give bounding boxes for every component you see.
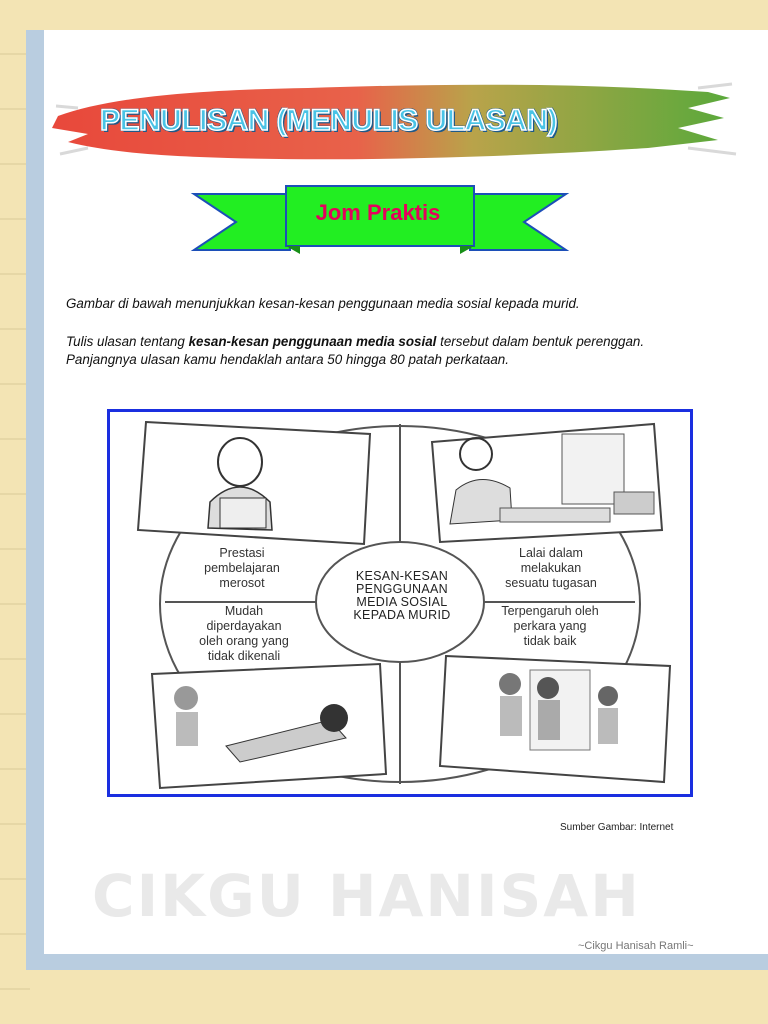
instruction-line-1: Gambar di bawah menunjukkan kesan-kesan penggunaan media sosial kepada murid. xyxy=(66,296,580,311)
panel-boy-phone xyxy=(432,424,662,542)
label-mudah: Mudah diperdayakan oleh orang yang tidak dikenali xyxy=(199,604,289,663)
figure-center-label: KESAN-KESAN PENGGUNAAN MEDIA SOSIAL KEPADA MURID xyxy=(353,569,451,622)
label-prestasi: Prestasi pembelajaran merosot xyxy=(204,546,280,590)
signature: ~Cikgu Hanisah Ramli~ xyxy=(578,940,694,952)
instruction-line-3: Panjangnya ulasan kamu hendaklah antara 50 hingga 80 patah perkataan. xyxy=(66,352,509,367)
label-terpengaruh: Terpengaruh oleh perkara yang tidak baik xyxy=(501,604,599,648)
page-title: PENULISAN (MENULIS ULASAN) xyxy=(100,104,557,137)
ribbon-label: Jom Praktis xyxy=(315,200,441,225)
bottom-bar xyxy=(26,954,768,970)
label-lalai: Lalai dalam melakukan sesuatu tugasan xyxy=(505,546,597,590)
illustration xyxy=(107,409,693,797)
panel-girl-lying xyxy=(152,664,386,788)
panel-kids-group xyxy=(440,656,670,782)
panel-girl-reading xyxy=(138,422,370,544)
instruction-line-2: Tulis ulasan tentang kesan-kesan penggunaan media sosial tersebut dalam bentuk perenggan. xyxy=(66,334,645,349)
image-source: Sumber Gambar: Internet xyxy=(560,822,674,833)
margin-bar xyxy=(26,30,44,970)
watermark: CIKGU HANISAH xyxy=(92,862,641,930)
